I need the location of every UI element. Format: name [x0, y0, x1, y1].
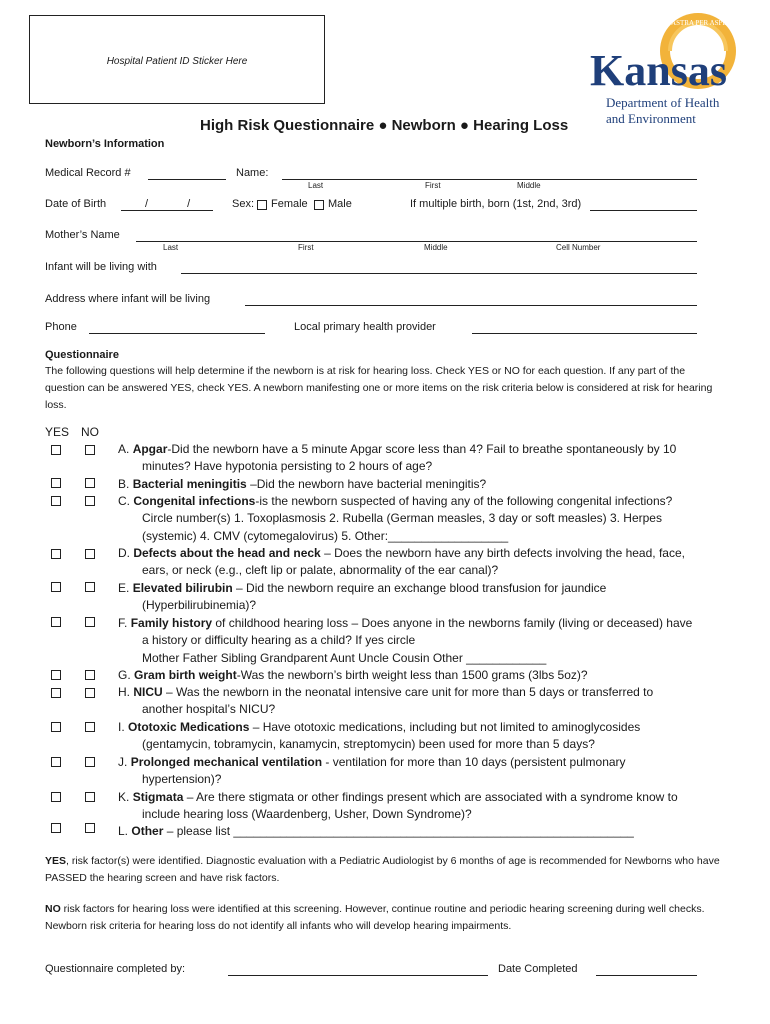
question-letter: D. [118, 546, 130, 560]
provider-label: Local primary health provider [294, 321, 436, 333]
question-continuation: include hearing loss (Waardenberg, Usher, Down Syndrome)? [142, 807, 472, 822]
question-letter: K. [118, 790, 130, 804]
question-key: Stigmata [132, 790, 184, 804]
question-text: – Are there stigmata or other findings present which are associated with a syndrome know to [183, 790, 678, 804]
question-key: Apgar [132, 442, 168, 456]
name-sub-first: First [425, 181, 441, 190]
medical-record-label: Medical Record # [45, 167, 131, 179]
question-key: Elevated bilirubin [132, 581, 233, 595]
question-item [118, 684, 653, 719]
name-sub-middle: Middle [517, 181, 541, 190]
question-continuation: Circle number(s) 1. Toxoplasmosis 2. Rubella (German measles, 3 day or soft measles) 3. Herpes [142, 511, 662, 526]
question-key: Gram birth weight [134, 668, 237, 682]
living-with-field[interactable] [181, 273, 697, 274]
date-completed-field[interactable] [596, 975, 697, 976]
question-yes-checkbox[interactable] [51, 823, 61, 833]
question-no-checkbox[interactable] [85, 688, 95, 698]
question-key: Family history [130, 616, 213, 630]
mother-sub-last: Last [163, 243, 179, 252]
question-text: -is the newborn suspected of having any of the following congenital infections? [255, 494, 673, 508]
question-text: – Have ototoxic medications, including but not limited to aminoglycosides [249, 720, 641, 734]
page-title: High Risk Questionnaire ● Newborn ● Hearing Loss [200, 117, 569, 134]
yes-column-header: YES [45, 425, 70, 439]
yes-result-body: , risk factor(s) were identified. Diagnostic evaluation with a Pediatric Audiologist by 6 months of age is recommended for Newborns who have PASSED the hearing screen and have risk factors. [45, 855, 720, 884]
question-yes-checkbox[interactable] [51, 445, 61, 455]
question-continuation: hypertension)? [142, 772, 222, 787]
address-label: Address where infant will be living [45, 293, 211, 305]
question-text: – Was the newborn in the neonatal intensive care unit for more than 5 days or transferred to [162, 685, 654, 699]
question-no-checkbox[interactable] [85, 496, 95, 506]
date-completed-label: Date Completed [498, 963, 578, 975]
questionnaire-heading: Questionnaire [45, 349, 119, 361]
phone-field[interactable] [89, 333, 265, 334]
question-no-checkbox[interactable] [85, 757, 95, 767]
question-text: of childhood hearing loss – Does anyone in the newborns family (living or deceased) have [212, 616, 693, 630]
question-continuation: (gentamycin, tobramycin, kanamycin, streptomycin) been used for more than 5 days? [142, 737, 595, 752]
question-letter: I. [118, 720, 125, 734]
question-text: – Did the newborn require an exchange blood transfusion for jaundice [232, 581, 607, 595]
question-continuation: a history or difficulty hearing as a child? If yes circle [142, 633, 416, 648]
no-result-text [45, 901, 725, 935]
question-no-checkbox[interactable] [85, 582, 95, 592]
question-text: -Was the newborn’s birth weight less than 1500 grams (3lbs 5oz)? [236, 668, 588, 682]
completed-by-field[interactable] [228, 975, 488, 976]
question-key: Defects about the head and neck [133, 546, 321, 560]
dob-slashes: / / [145, 198, 209, 210]
mother-sub-cell: Cell Number [556, 243, 601, 252]
name-sub-last: Last [308, 181, 324, 190]
completed-by-label: Questionnaire completed by: [45, 963, 186, 975]
yes-result-key: YES [45, 855, 67, 867]
question-continuation: (systemic) 4. CMV (cytomegalovirus) 5. Other:__________________ [142, 528, 509, 543]
question-letter: F. [118, 616, 128, 630]
questionnaire-intro: The following questions will help determine if the newborn is at risk for hearing loss. Check YES or NO for each question. If any part of the question can be answered YES, check YES. A newborn manifesting one or more items on the risk criteria below is considered at risk for hearing loss. [45, 365, 713, 411]
medical-record-field[interactable] [148, 179, 226, 180]
dob-field[interactable] [121, 210, 213, 211]
question-text: - ventilation for more than 10 days (persistent pulmonary [322, 755, 626, 769]
question-key: Ototoxic Medications [128, 720, 250, 734]
no-result-key: NO [45, 903, 61, 915]
question-text: – Does the newborn have any birth defects involving the head, face, [320, 546, 685, 560]
question-letter: L. [118, 824, 129, 838]
question-no-checkbox[interactable] [85, 445, 95, 455]
logo-dept-line2: and Environment [606, 111, 696, 126]
yes-result-text [45, 853, 725, 887]
name-label: Name: [236, 167, 269, 179]
question-item [118, 441, 676, 476]
question-continuation: another hospital’s NICU? [142, 702, 276, 717]
question-text: – please list ____________________________________________________________ [163, 824, 634, 838]
question-item [118, 580, 606, 615]
question-continuation: (Hyperbilirubinemia)? [142, 598, 257, 613]
no-column-header: NO [81, 425, 99, 439]
question-key: NICU [133, 685, 163, 699]
mother-sub-first: First [298, 243, 314, 252]
question-text: -Did the newborn have a 5 minute Apgar score less than 4? Fail to breathe spontaneously by 10 [167, 442, 677, 456]
provider-field[interactable] [472, 333, 697, 334]
sticker-label: Hospital Patient ID Sticker Here [106, 56, 248, 67]
multiple-birth-field[interactable] [590, 210, 697, 211]
question-item [118, 823, 634, 840]
question-no-checkbox[interactable] [85, 670, 95, 680]
question-continuation: Mother Father Sibling Grandparent Aunt Uncle Cousin Other ____________ [142, 650, 547, 665]
question-letter: B. [118, 477, 130, 491]
question-letter: C. [118, 494, 130, 508]
question-item [118, 545, 685, 580]
question-key: Prolonged mechanical ventilation [130, 755, 323, 769]
question-yes-checkbox[interactable] [51, 478, 61, 488]
question-item [118, 789, 678, 824]
question-letter: E. [118, 581, 130, 595]
question-yes-checkbox[interactable] [51, 757, 61, 767]
question-letter: J. [118, 755, 128, 769]
mother-name-field[interactable] [136, 241, 697, 242]
question-yes-checkbox[interactable] [51, 617, 61, 627]
question-yes-checkbox[interactable] [51, 670, 61, 680]
female-label: Female [271, 198, 308, 210]
question-text: –Did the newborn have bacterial meningitis? [246, 477, 487, 491]
question-item [118, 615, 692, 667]
no-result-body: risk factors for hearing loss were identified at this screening. However, continue routine and periodic hearing screening during well checks. Newborn risk criteria for hearing loss do not identify all infants who will develop hearing impairments. [45, 903, 705, 932]
question-no-checkbox[interactable] [85, 823, 95, 833]
multiple-birth-label: If multiple birth, born (1st, 2nd, 3rd) [410, 198, 582, 210]
newborn-info-heading: Newborn’s Information [45, 138, 165, 150]
question-letter: H. [118, 685, 130, 699]
male-checkbox[interactable] [314, 200, 324, 210]
address-field[interactable] [245, 305, 697, 306]
mother-sub-middle: Middle [424, 243, 448, 252]
question-key: Other [131, 824, 164, 838]
question-continuation: ears, or neck (e.g., cleft lip or palate, abnormality of the ear canal)? [142, 563, 499, 578]
dob-label: Date of Birth [45, 198, 107, 210]
question-yes-checkbox[interactable] [51, 582, 61, 592]
question-key: Bacterial meningitis [132, 477, 247, 491]
male-label: Male [328, 198, 352, 210]
question-continuation: minutes? Have hypotonia persisting to 2 hours of age? [142, 459, 433, 474]
question-letter: G. [118, 668, 131, 682]
question-yes-checkbox[interactable] [51, 722, 61, 732]
question-key: Congenital infections [133, 494, 256, 508]
name-field[interactable] [282, 179, 697, 180]
living-with-label: Infant will be living with [45, 261, 157, 273]
sex-label: Sex: [232, 198, 255, 210]
question-no-checkbox[interactable] [85, 549, 95, 559]
logo-name: Kansas [590, 46, 727, 95]
question-item [118, 667, 588, 684]
kdhe-logo [588, 3, 748, 131]
phone-label: Phone [45, 321, 77, 333]
question-yes-checkbox[interactable] [51, 549, 61, 559]
question-no-checkbox[interactable] [85, 478, 95, 488]
question-yes-checkbox[interactable] [51, 792, 61, 802]
question-no-checkbox[interactable] [85, 722, 95, 732]
question-no-checkbox[interactable] [85, 792, 95, 802]
female-checkbox[interactable] [257, 200, 267, 210]
question-no-checkbox[interactable] [85, 617, 95, 627]
patient-id-sticker-box [29, 15, 325, 104]
question-item [118, 476, 486, 493]
question-item [118, 493, 672, 545]
question-letter: A. [118, 442, 130, 456]
question-item [118, 719, 640, 754]
question-yes-checkbox[interactable] [51, 688, 61, 698]
mother-name-label: Mother’s Name [45, 229, 120, 241]
logo-dept-line1: Department of Health [606, 95, 720, 110]
question-yes-checkbox[interactable] [51, 496, 61, 506]
logo-motto: AD ASTRA PER ASPERA [659, 19, 737, 27]
question-item [118, 754, 626, 789]
